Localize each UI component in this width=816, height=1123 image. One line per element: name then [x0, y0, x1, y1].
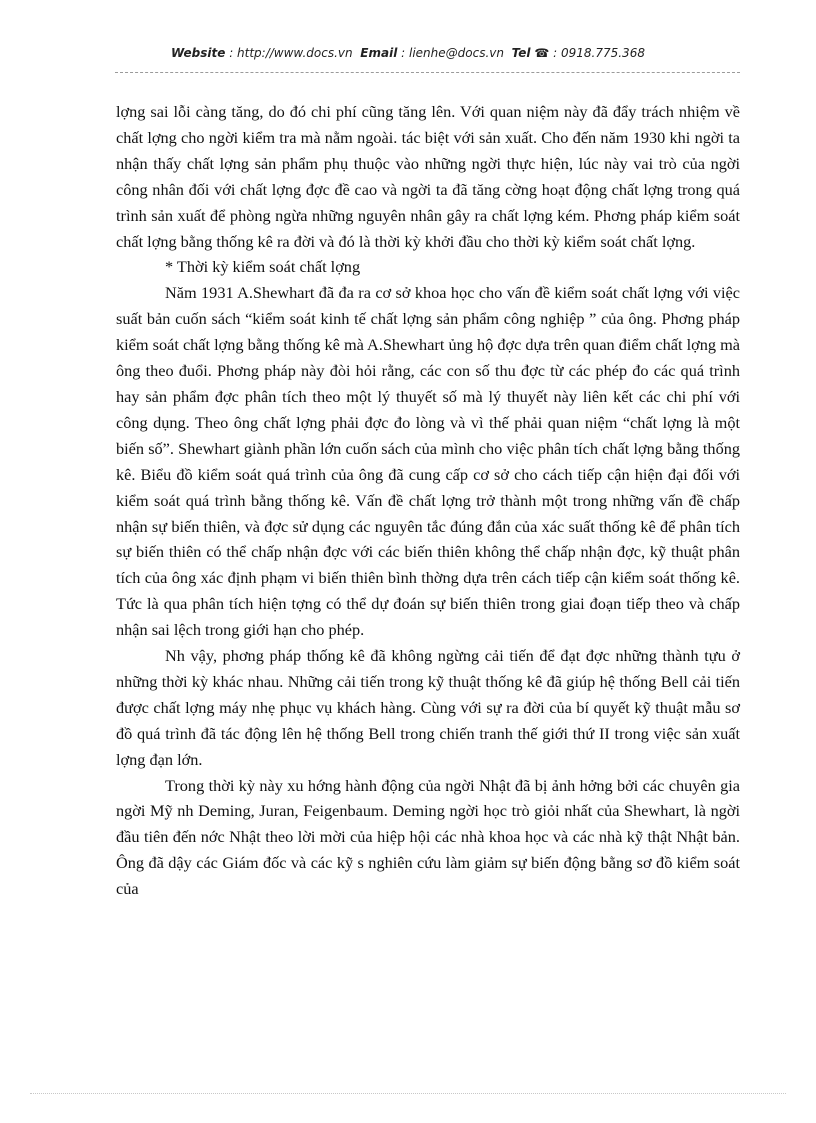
- page-header: [0, 46, 816, 60]
- tel-label: Tel: [511, 46, 531, 60]
- email-value[interactable]: : lienhe@docs.vn: [401, 46, 504, 60]
- document-body: [116, 99, 740, 902]
- website-label: Website: [171, 46, 226, 60]
- paragraph-3: Nh vậy, phơng pháp thống kê đã không ngừng cải tiến để đạt đợc những thành tựu ở những thời kỳ khác nhau. Những cải tiến trong kỹ thuật thống kê đã giúp hệ thống Bell cải tiến được chất lợng máy nhẹ phục vụ khách hàng. Cùng với sự ra đời của bí quyết kỹ thuật mẫu sơ đồ quá trình đã tác động lên hệ thống Bell trong chiến tranh thế giới thứ II trong việc sản xuất lợng đạn lớn.: [116, 646, 740, 769]
- paragraph-4: Trong thời kỳ này xu hớng hành động của ngời Nhật đã bị ảnh hởng bởi các chuyên gia ngời Mỹ nh Deming, Juran, Feigenbaum. Deming ngời học trò giỏi nhất của Shewhart, là ngời đầu tiên đến nớc Nhật theo lời mời của hiệp hội các nhà khoa học và các nhà kỹ thật Nhật bản. Ông đã dậy các Giám đốc và các kỹ s nghiên cứu làm giảm sự biến động bằng sơ đồ kiểm soát của: [116, 775, 740, 899]
- section-heading: * Thời kỳ kiểm soát chất lợng: [165, 257, 361, 277]
- telephone-icon: ☎: [534, 46, 550, 60]
- paragraph-1: lợng sai lỗi càng tăng, do đó chi phí cũng tăng lên. Với quan niệm này đã đẩy trách nhiệm về chất lợng cho ngời kiểm tra mà nằm ngoài. tác biệt với sản xuất. Cho đến năm 1930 khi ngời ta nhận thấy chất lợng sản phẩm phụ thuộc vào những ngời thực hiện, lúc này vai trò của ngời công nhân đối với chất lợng đợc đề cao và ngời ta đã tăng cờng hoạt động chất lợng trong quá trình sản xuất để phòng ngừa những nguyên nhân gây ra chất lợng kém. Phơng pháp kiểm soát chất lợng bằng thống kê ra đời và đó là thời kỳ khởi đầu cho thời kỳ kiểm soát chất lợng.: [116, 102, 740, 251]
- tel-value: : 0918.775.368: [553, 46, 645, 60]
- header-divider: [115, 72, 740, 73]
- email-label: Email: [360, 46, 398, 60]
- paragraph-2: Năm 1931 A.Shewhart đã đa ra cơ sở khoa học cho vấn đề kiểm soát chất lợng với việc suất bản cuốn sách “kiểm soát kinh tế chất lợng sản phẩm công nghiệp ” của ông. Phơng pháp kiểm soát chất lợng bằng thống kê mà A.Shewhart ủng hộ đợc dựa trên quan điểm chất lợng mà ông theo đuổi. Phơng pháp này đòi hỏi rằng, các con số thu đợc từ các phép đo các quá trình hay sản phẩm đợc phân tích theo một lý thuyết số mà lý thuyết này liên kết các chi phí với công dụng. Theo ông chất lợng phải đợc đo lòng và vì thế phải quan niệm “chất lợng là một biến số”. Shewhart giành phần lớn cuốn sách của mình cho việc phân tích chất lợng bằng thống kê. Biểu đồ kiểm soát quá trình của ông đã cung cấp cơ sở cho cách tiếp cận hiện đại đối với kiểm soát quá trình bằng thống kê. Vấn đề chất lợng trở thành một trong những vấn đề chấp nhận sự biến thiên, và đợc sử dụng các nguyên tắc đúng đắn của xác suất thống kê để phân tích sự biến thiên có thể chấp nhận đợc với các biến thiên không thể chấp nhận đợc, kỹ thuật phân tích của ông xác định phạm vi biến thiên bình thờng dựa trên cách tiếp cận kiểm soát thống kê. Tức là qua phân tích hiện tợng có thể dự đoán sự biến thiên trong giai đoạn tiếp theo và chấp nhận sai lệch trong giới hạn cho phép.: [116, 283, 740, 640]
- website-value[interactable]: : http://www.docs.vn: [229, 46, 353, 60]
- footer-divider: [30, 1093, 786, 1094]
